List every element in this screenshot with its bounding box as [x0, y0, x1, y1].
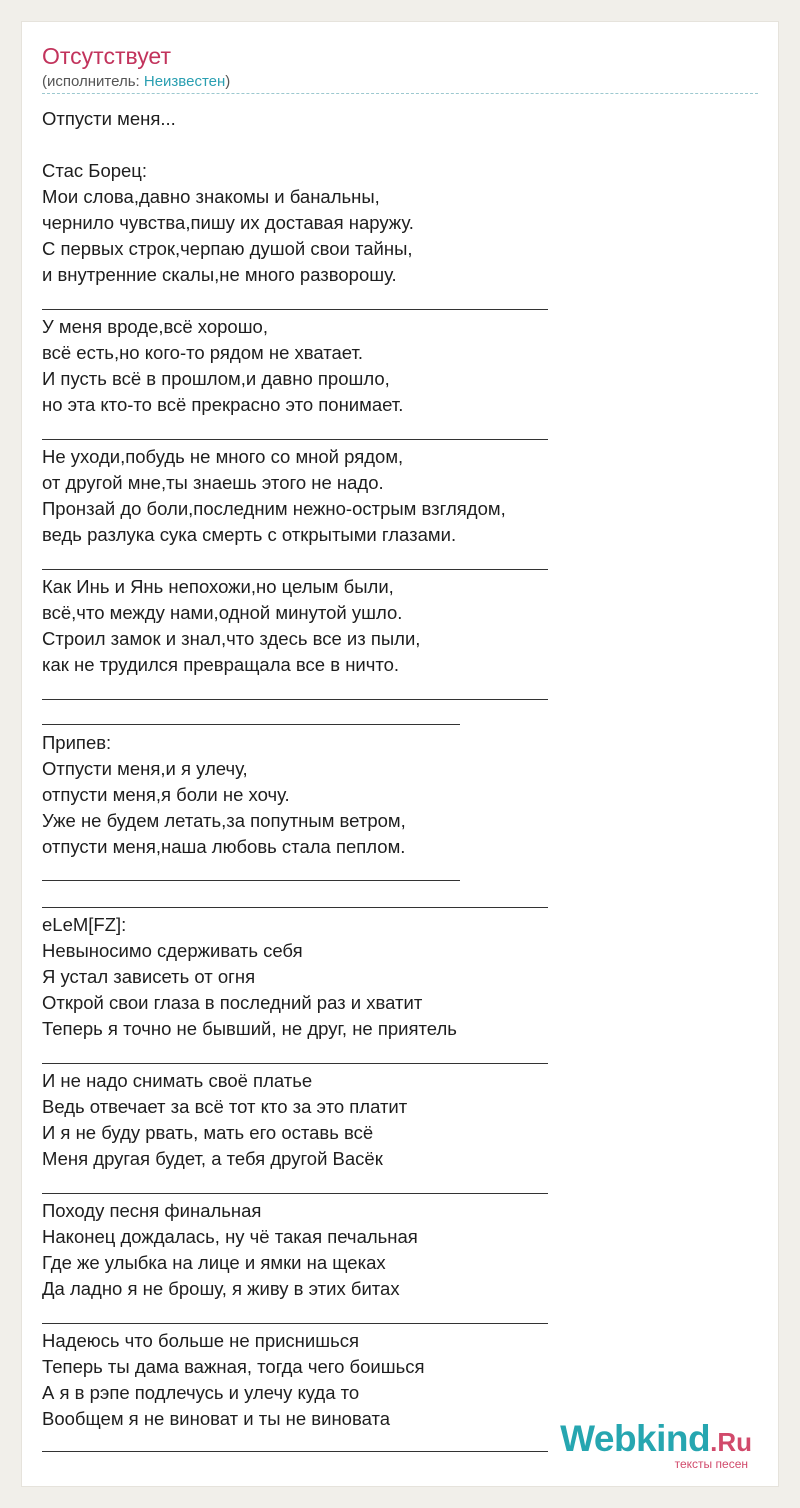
lyrics-line: И не надо снимать своё платье [42, 1070, 313, 1091]
verse-separator [42, 1323, 548, 1324]
header-divider [42, 93, 758, 94]
artist-suffix: ) [225, 73, 231, 90]
verse-separator [42, 880, 460, 881]
lyrics-line: Меня другая будет, а тебя другой Васёк [42, 1148, 383, 1169]
lyrics-line: Ведь отвечает за всё тот кто за это платит [42, 1096, 408, 1117]
verse-separator [42, 1193, 548, 1194]
artist-prefix: (исполнитель: [42, 73, 144, 90]
artist-link[interactable]: Неизвестен [143, 73, 226, 90]
lyrics-line: Теперь я точно не бывший, не друг, не приятель [42, 1018, 457, 1039]
lyrics-line: И пусть всё в прошлом,и давно прошло, [42, 368, 390, 389]
lyrics-line: Уже не будем летать,за попутным ветром, [42, 810, 406, 831]
verse-separator [42, 309, 548, 310]
page-container [22, 22, 778, 1486]
verse-separator [42, 439, 548, 440]
lyrics-line: Надеюсь что больше не приснишься [42, 1330, 359, 1351]
verse-separator [42, 699, 548, 700]
lyrics-line: всё есть,но кого-то рядом не хватает. [42, 342, 364, 363]
lyrics-line: Как Инь и Янь непохожи,но целым были, [42, 576, 394, 597]
lyrics-line: У меня вроде,всё хорошо, [42, 316, 268, 337]
lyrics-line: Отпусти меня,и я улечу, [42, 758, 248, 779]
lyrics-line: eLeM[FZ]: [42, 914, 127, 935]
verse-separator [42, 569, 548, 570]
lyrics-line: А я в рэпе подлечусь и улечу куда то [42, 1382, 360, 1403]
lyrics-line: Отпусти меня... [42, 108, 176, 129]
lyrics-line: чернило чувства,пишу их доставая наружу. [42, 212, 414, 233]
lyrics-line: всё,что между нами,одной минутой ушло. [42, 602, 403, 623]
lyrics-line: Стас Борец: [42, 160, 148, 181]
webkind-logo[interactable] [560, 1418, 752, 1471]
lyrics-line: Пронзай до боли,последним нежно-острым взглядом, [42, 498, 506, 519]
lyrics-line: как не трудился превращала все в ничто. [42, 654, 400, 675]
logo-suffix-text: .Ru [710, 1427, 752, 1457]
verse-separator [42, 1451, 548, 1452]
lyrics-line: Теперь ты дама важная, тогда чего боишься [42, 1356, 425, 1377]
verse-separator [42, 1063, 548, 1064]
lyrics-line: Мои слова,давно знакомы и банальны, [42, 186, 380, 207]
lyrics-line: Не уходи,побудь не много со мной рядом, [42, 446, 404, 467]
logo-main-text: Webkind [560, 1418, 711, 1459]
lyrics-line: от другой мне,ты знаешь этого не надо. [42, 472, 384, 493]
verse-separator [42, 724, 460, 725]
lyrics-line: Где же улыбка на лице и ямки на щеках [42, 1252, 386, 1273]
lyrics-line: отпусти меня,наша любовь стала пеплом. [42, 836, 406, 857]
lyrics-line: но эта кто-то всё прекрасно это понимает. [42, 394, 404, 415]
lyrics-line: С первых строк,черпаю душой свои тайны, [42, 238, 413, 259]
logo-subtitle: тексты песен [674, 1457, 748, 1471]
lyrics-line: Наконец дождалась, ну чё такая печальная [42, 1226, 418, 1247]
lyrics-line: отпусти меня,я боли не хочу. [42, 784, 290, 805]
lyrics-line: Вообщем я не виноват и ты не виновата [42, 1408, 391, 1429]
lyrics-line: Строил замок и знал,что здесь все из пыли, [42, 628, 421, 649]
song-title: Отсутствует [42, 43, 171, 69]
artist-line [42, 73, 230, 90]
lyrics-line: ведь разлука сука смерть с открытыми глазами. [42, 524, 457, 545]
lyrics-line: Да ладно я не брошу, я живу в этих битах [42, 1278, 400, 1299]
lyrics-line: Припев: [42, 732, 112, 753]
lyrics-line: Я устал зависеть от огня [42, 966, 256, 987]
verse-separator [42, 907, 548, 908]
lyrics-line: И я не буду рвать, мать его оставь всё [42, 1122, 374, 1143]
lyrics-line: Невыносимо сдерживать себя [42, 940, 303, 961]
lyrics-line: и внутренние скалы,не много разворошу. [42, 264, 397, 285]
lyrics-line: Походу песня финальная [42, 1200, 262, 1221]
lyrics-line: Открой свои глаза в последний раз и хватит [42, 992, 423, 1013]
